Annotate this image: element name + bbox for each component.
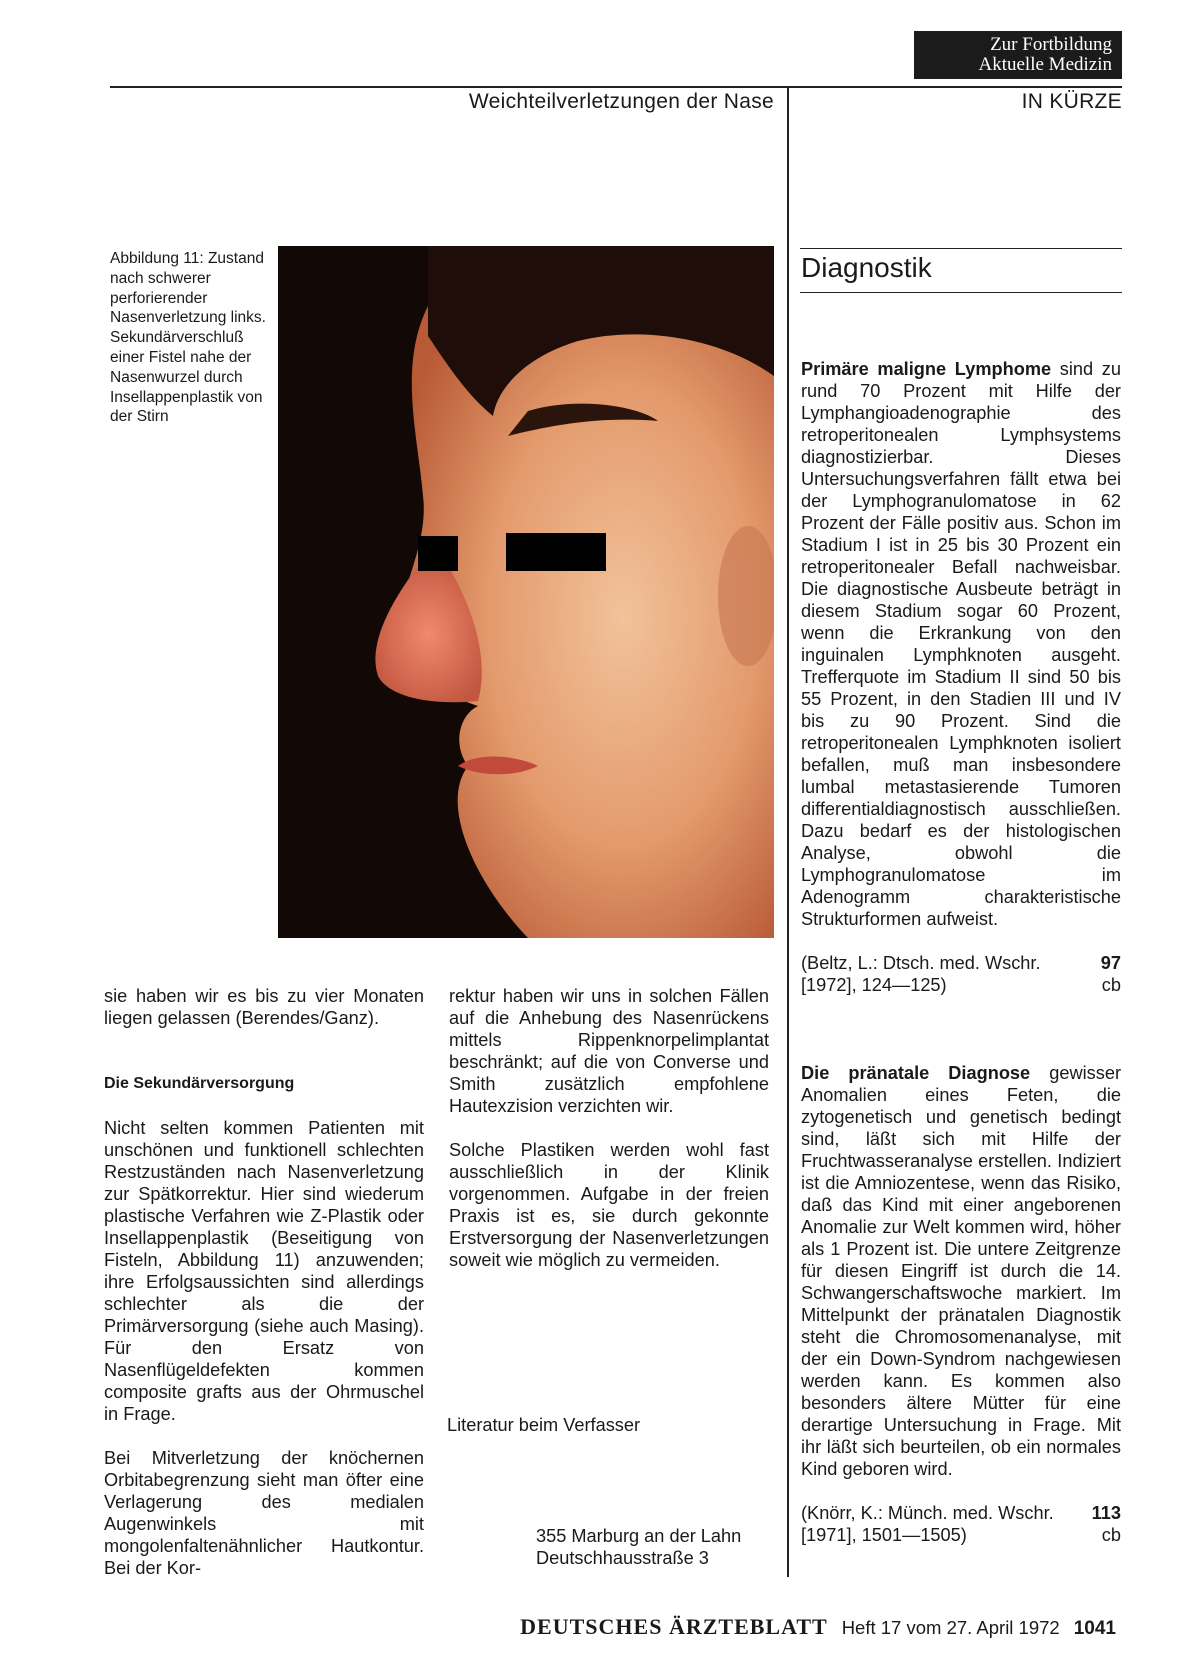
article-column-1 <box>104 985 424 1579</box>
praenatal-ref-signature: cb <box>1101 1525 1121 1545</box>
lymphome-text <box>801 358 1121 930</box>
praenatal-ref-volume: 113 <box>1091 1503 1121 1523</box>
praenatal-body: gewisser Anomalien eines Feten, die zytogenetisch und genetisch bedingt sind, läßt sich mit Hilfe der Fruchtwasseranalyse erstellen. Indiziert ist die Amniozentese, wenn das Risiko, daß das Kind mit einer angeborenen Anomalie zur Welt kommen wird, höher als 1 Prozent ist. Die untere Zeitgrenze für diesen Eingriff ist durch die 14. Schwangerschaftswoche markiert. Im Mittelpunkt der pränatalen Diagnostik steht die Chromosomenanalyse, mit der ein Down-Syndrom nachgewiesen werden kann. Es kommen also besonders ältere Mütter für eine derartige Untersuchung in Frage. Mit ihr läßt sich beurteilen, ob ein normales Kind geboren wird. <box>801 1063 1121 1479</box>
column-divider <box>787 87 789 1577</box>
praenatal-ref-pages: [1971], 1501—1505) <box>801 1525 967 1545</box>
badge-line-1: Zur Fortbildung <box>990 34 1112 55</box>
lymphome-ref-volume: 97 <box>1100 953 1121 973</box>
badge-line-2: Aktuelle Medizin <box>978 54 1112 75</box>
article-running-title: Weichteilverletzungen der Nase <box>468 90 774 113</box>
lymphome-ref-pages: [1972], 124—125) <box>801 975 947 995</box>
column-1-paragraph-3: Bei Mitverletzung der knöchernen Orbitabegrenzung sieht man öfter eine Verlagerung des medialen Augenwinkels mit mongolenfaltenähnlicher Hautkontur. Bei der Kor- <box>104 1448 424 1578</box>
sidebar-item-praenatal <box>801 1062 1121 1546</box>
journal-name: DEUTSCHES ÄRZTEBLATT <box>520 1614 828 1639</box>
column-1-paragraph-2: Nicht selten kommen Patienten mit unschönen und funktionell schlechten Restzuständen nach Nasenverletzung zur Spätkorrektur. Hier sind wiederum plastische Verfahren wie Z-Plastik oder Insellappenplastik (Beseitigung von Fisteln, Abbildung 11) anzuwenden; ihre Erfolgsaussichten sind allerdings schlechter als die der Primärversorgung (siehe auch Masing). Für den Ersatz von Nasenflügeldefekten kommen composite grafts aus der Ohrmuschel in Frage. <box>104 1118 424 1424</box>
section-badge <box>914 31 1122 79</box>
page-footer <box>490 1614 1116 1640</box>
figure-caption: Abbildung 11: Zustand nach schwerer perforierender Nasenverletzung links. Sekundärverschluß einer Fistel nahe der Nasenwurzel durch Insellappenplastik von der Stirn <box>110 250 266 426</box>
praenatal-lead: Die pränatale Diagnose <box>801 1063 1031 1083</box>
lymphome-ref-source: (Beltz, L.: Dtsch. med. Wschr. <box>801 953 1041 973</box>
patient-photo <box>278 246 774 938</box>
address-line-2: Deutschhausstraße 3 <box>536 1548 709 1568</box>
page-number: 1041 <box>1073 1618 1116 1639</box>
praenatal-reference-line-2 <box>801 1524 1121 1546</box>
sidebar-title-rule-top <box>800 248 1122 249</box>
praenatal-ref-source: (Knörr, K.: Münch. med. Wschr. <box>801 1503 1054 1523</box>
header-rule <box>110 86 1122 88</box>
address-line-1: 355 Marburg an der Lahn <box>536 1526 742 1546</box>
lymphome-lead: Primäre maligne Lymphome <box>801 359 1052 379</box>
column-1-paragraph-1: sie haben wir es bis zu vier Monaten liegen gelassen (Berendes/Ganz). <box>104 986 424 1028</box>
column-2-paragraph-1: rektur haben wir uns in solchen Fällen auf die Anhebung des Nasenrückens mittels Rippenknorpelimplantat beschränkt; auf die von Converse und Smith zusätzlich empfohlene Hautexzision verzichten wir. <box>449 986 769 1116</box>
issue-info: Heft 17 vom 27. April 1972 <box>841 1617 1060 1638</box>
praenatal-text <box>801 1062 1121 1480</box>
literature-note: Literatur beim Verfasser <box>447 1415 641 1435</box>
lymphome-reference-line-1 <box>801 952 1121 974</box>
sidebar-section-label: IN KÜRZE <box>1021 90 1122 113</box>
article-column-2 <box>449 985 769 1271</box>
lymphome-reference-line-2 <box>801 974 1121 996</box>
sidebar-title: Diagnostik <box>801 252 932 283</box>
author-address <box>536 1525 776 1569</box>
column-2-paragraph-2: Solche Plastiken werden wohl fast ausschließlich in der Klinik vorgenommen. Aufgabe in der freien Praxis ist es, sie durch gekonnte Erstversorgung der Nasenverletzungen soweit wie möglich zu vermeiden. <box>449 1140 769 1270</box>
section-heading-sekundaerversorgung: Die Sekundärversorgung <box>104 1075 295 1092</box>
sidebar-title-rule-bottom <box>800 292 1122 293</box>
sidebar-item-lymphome <box>801 358 1121 996</box>
lymphome-body: sind zu rund 70 Prozent mit Hilfe der Lymphangioadenographie des retroperitonealen Lymphsystems diagnostizierbar. Dieses Untersuchungsverfahren fällt etwa bei der Lymphogranulomatose in 62 Prozent der Fälle positiv aus. Schon im Stadium I ist in 25 bis 30 Prozent ein retroperitonealer Befall nachweisbar. Die diagnostische Ausbeute beträgt in diesem Stadium sogar 60 Prozent, wenn die Erkrankung von den inguinalen Lymphknoten ausgeht. Trefferquote im Stadium II sind 50 bis 55 Prozent, in den Stadien III und IV bis zu 90 Prozent. Sind die retroperitonealen Lymphknoten isoliert befallen, muß man insbesondere lumbal metastasierende Tumoren differentialdiagnostisch ausschließen. Dazu bedarf es der histologischen Analyse, obwohl die Lymphogranulomatose im Adenogramm charakteristische Strukturformen aufweist. <box>801 359 1121 929</box>
praenatal-reference-line-1 <box>801 1502 1121 1524</box>
lymphome-ref-signature: cb <box>1101 975 1121 995</box>
